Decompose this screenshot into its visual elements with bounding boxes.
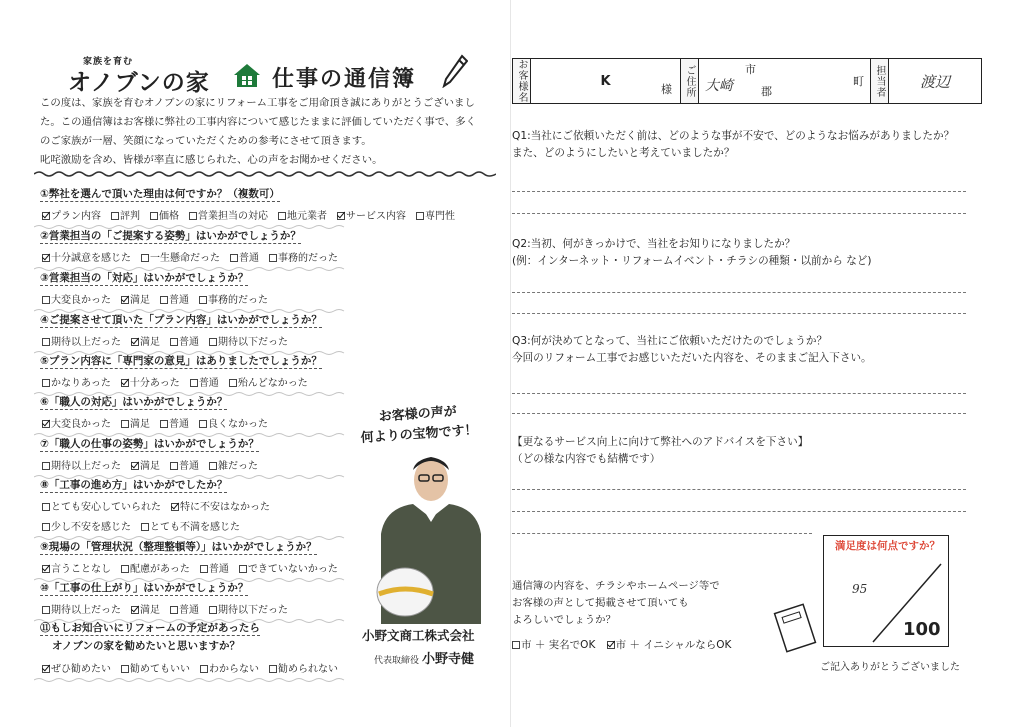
customer-name-label: お客様名 — [513, 59, 531, 103]
checkbox[interactable] — [229, 379, 237, 387]
option-label: 配慮があった — [130, 564, 190, 575]
question-6: ⑥「職人の対応」はいかがでしょうか？ — [40, 396, 228, 408]
page-title: 仕事の通信簿 — [272, 66, 417, 92]
checkbox[interactable] — [160, 296, 168, 304]
slogan: お客様の声が 何よりの宝物です！ — [360, 404, 479, 447]
option-item[interactable] — [42, 502, 161, 513]
option-label: 満足 — [140, 605, 160, 616]
option-label: 普通 — [179, 605, 199, 616]
customer-name-value: K — [600, 73, 611, 89]
option-item[interactable] — [229, 378, 308, 389]
option-row — [42, 249, 348, 264]
question-q3: Q3:何が決めてとなって、当社にご依頼いただけたのでしょうか？ 今回のリフォーム工事でお感じいただいた内容を、そのままご記入下さい。 — [512, 335, 872, 364]
option-item[interactable] — [269, 664, 338, 675]
option-item[interactable] — [42, 253, 131, 264]
checkbox[interactable] — [121, 565, 129, 573]
option-label: とても安心していられた — [51, 502, 161, 513]
option-item[interactable] — [170, 337, 199, 348]
checkbox[interactable] — [42, 606, 50, 614]
pen-icon — [442, 54, 468, 88]
option-label: サービス内容 — [346, 211, 406, 222]
checkbox[interactable] — [121, 665, 129, 673]
checkbox[interactable] — [170, 606, 178, 614]
option-label: 価格 — [159, 211, 179, 222]
answer-line — [512, 292, 966, 293]
option-item[interactable] — [131, 605, 160, 616]
checkbox[interactable] — [111, 212, 119, 220]
checkbox[interactable] — [239, 565, 247, 573]
answer-line — [512, 393, 966, 394]
checkbox[interactable] — [42, 254, 50, 262]
question-q2: Q2:当初、何がきっかけで、当社をお知りになりましたか？ (例：インターネット・リフォームイベント・チラシの種類・以前から など) — [512, 238, 872, 267]
option-label: 特に不安はなかった — [180, 502, 270, 513]
option-label: 勧めてもいい — [130, 664, 190, 675]
question-2: ②営業担当の「ご提案する姿勢」はいかがでしょうか？ — [40, 230, 301, 242]
option-label: 満足 — [130, 419, 150, 430]
option-item[interactable] — [209, 461, 258, 472]
option-item[interactable] — [141, 522, 240, 533]
option-item[interactable] — [42, 419, 111, 430]
checkbox[interactable] — [150, 212, 158, 220]
thanks-message: ご記入ありがとうございました — [820, 662, 960, 673]
checkbox[interactable] — [42, 420, 50, 428]
question-4: ④ご提案させて頂いた「プラン内容」はいかがでしょうか？ — [40, 314, 322, 326]
checkbox[interactable] — [170, 462, 178, 470]
checkbox[interactable] — [209, 606, 217, 614]
question-11: ⑪もしお知合いにリフォームの予定があったら オノブンの家を勧めたいと思いますか？ — [40, 622, 260, 652]
option-item[interactable] — [141, 253, 220, 264]
page-fold-line — [510, 0, 511, 727]
option-row — [42, 291, 278, 306]
checkbox[interactable] — [131, 606, 139, 614]
checkbox[interactable] — [189, 212, 197, 220]
answer-line — [512, 191, 966, 192]
option-label: 期待以上だった — [51, 605, 121, 616]
option-item[interactable] — [42, 378, 111, 389]
option-item[interactable] — [121, 378, 180, 389]
question-q1: Q1:当社にご依頼いただく前は、どのような事が不安で、どのようなお悩みがありましたか？ また、どのようにしたいと考えていましたか？ — [512, 130, 955, 159]
option-row — [42, 560, 348, 575]
advice-request: 【更なるサービス向上に向けて弊社へのアドバイスを下さい】 （どの様な内容でも結構です） — [512, 436, 809, 465]
checkbox[interactable] — [278, 212, 286, 220]
checkbox[interactable] — [141, 523, 149, 531]
option-label: 地元業者 — [287, 211, 327, 222]
question-8: ⑧「工事の進め方」はいかがでしたか？ — [40, 479, 228, 491]
checkbox[interactable] — [200, 665, 208, 673]
option-label: 普通 — [198, 378, 219, 389]
option-row — [42, 415, 278, 430]
option-row — [42, 518, 250, 533]
option-label: 評判 — [120, 211, 140, 222]
option-row — [42, 498, 280, 513]
county-suffix: 郡 — [761, 85, 772, 98]
option-label: かなりあった — [51, 378, 111, 389]
option-item[interactable] — [269, 253, 338, 264]
option-row — [42, 660, 348, 675]
checkbox[interactable] — [171, 503, 179, 511]
answer-line — [512, 511, 966, 512]
address-cell — [699, 59, 871, 103]
option-label: 期待以下だった — [218, 605, 288, 616]
option-label: 事務的だった — [208, 295, 268, 306]
question-1: ①弊社を選んで頂いた理由は何ですか？（複数可） — [40, 188, 280, 200]
checkbox[interactable] — [230, 254, 238, 262]
question-10: ⑩「工事の仕上がり」はいかがでしょうか？ — [40, 582, 249, 594]
option-label: ぜひ勧めたい — [51, 664, 111, 675]
option-label: 普通 — [239, 253, 259, 264]
option-label: 少し不安を感じた — [51, 522, 131, 533]
checkbox[interactable] — [269, 254, 277, 262]
option-label: わからない — [209, 664, 259, 675]
notebook-icon — [772, 602, 818, 654]
house-icon — [232, 61, 262, 89]
option-label: 殆んどなかった — [237, 378, 308, 389]
publish-options — [512, 637, 731, 652]
option-row — [42, 601, 298, 616]
option-label: 事務的だった — [278, 253, 338, 264]
answer-line — [512, 413, 966, 414]
checkbox[interactable] — [42, 379, 50, 387]
option-label: 十分あった — [129, 378, 180, 389]
option-item[interactable] — [160, 419, 189, 430]
checkbox[interactable] — [121, 420, 129, 428]
publish-option-realname[interactable]: 市 ＋ 実名でOK — [512, 639, 595, 651]
option-item[interactable] — [111, 211, 140, 222]
checkbox[interactable] — [121, 296, 129, 304]
publish-option-initial[interactable]: 市 ＋ イニシャルならOK — [607, 639, 732, 651]
checkbox[interactable] — [42, 665, 50, 673]
option-label: 普通 — [179, 337, 199, 348]
option-item[interactable] — [239, 564, 338, 575]
option-item[interactable] — [121, 295, 150, 306]
option-row — [42, 374, 318, 389]
option-item[interactable] — [209, 337, 288, 348]
option-label: できていないかった — [247, 564, 338, 575]
checkbox[interactable] — [416, 212, 424, 220]
checkbox[interactable] — [337, 212, 345, 220]
option-item[interactable] — [42, 461, 121, 472]
option-label: 普通 — [169, 295, 189, 306]
option-item[interactable] — [160, 295, 189, 306]
option-item[interactable] — [278, 211, 327, 222]
option-item[interactable] — [42, 211, 101, 222]
checkbox[interactable] — [131, 462, 139, 470]
checkbox[interactable] — [42, 462, 50, 470]
representative: 代表取締役 小野寺健 — [374, 652, 475, 667]
checkbox[interactable] — [131, 338, 139, 346]
checkbox[interactable] — [160, 420, 168, 428]
staff-value: 渡辺 — [919, 72, 950, 91]
option-label: 普通 — [179, 461, 199, 472]
checkbox[interactable] — [199, 296, 207, 304]
option-label: 満足 — [140, 461, 160, 472]
city-suffix: 市 — [745, 63, 756, 76]
checkbox[interactable] — [607, 641, 615, 649]
checkbox[interactable] — [209, 462, 217, 470]
option-item[interactable] — [131, 461, 160, 472]
option-item[interactable] — [416, 211, 455, 222]
option-label: 期待以上だった — [51, 461, 121, 472]
option-item[interactable] — [121, 664, 190, 675]
answer-line — [512, 489, 966, 490]
address-value: 大崎 — [705, 78, 733, 94]
option-label: とても不満を感じた — [150, 522, 240, 533]
option-item[interactable] — [121, 564, 190, 575]
wavy-divider — [34, 170, 496, 178]
option-item[interactable] — [230, 253, 259, 264]
option-item[interactable] — [131, 337, 160, 348]
brand-tagline: 家族を育む — [83, 57, 134, 67]
checkbox[interactable] — [141, 254, 149, 262]
answer-line — [512, 213, 966, 214]
customer-info-table — [512, 58, 982, 104]
checkbox[interactable] — [200, 565, 208, 573]
staff-label: 担当者 — [871, 59, 889, 103]
checkbox[interactable] — [269, 665, 277, 673]
checkbox[interactable] — [42, 523, 50, 531]
brand-logo-text: オノブンの家 — [68, 70, 210, 96]
option-item[interactable] — [200, 564, 229, 575]
checkbox[interactable] — [199, 420, 207, 428]
satisfaction-score: 95 — [852, 582, 868, 596]
option-item[interactable] — [190, 378, 219, 389]
option-item[interactable] — [42, 605, 121, 616]
answer-line — [512, 313, 966, 314]
option-label: 雑だった — [218, 461, 258, 472]
option-label: 良くなかった — [208, 419, 268, 430]
question-3: ③営業担当の「対応」はいかがでしょうか？ — [40, 272, 249, 284]
option-item[interactable] — [170, 461, 199, 472]
checkbox[interactable] — [512, 641, 520, 649]
option-item[interactable] — [337, 211, 406, 222]
option-item[interactable] — [209, 605, 288, 616]
option-label: 期待以上だった — [51, 337, 121, 348]
option-label: 大変良かった — [51, 419, 111, 430]
checkbox[interactable] — [42, 212, 50, 220]
wavy-divider — [34, 676, 496, 684]
option-label: 一生懸命だった — [150, 253, 220, 264]
option-label: 大変良かった — [51, 295, 111, 306]
option-label: 勧められない — [278, 664, 338, 675]
option-item[interactable] — [42, 564, 111, 575]
option-item[interactable] — [42, 522, 131, 533]
publish-permission: 通信簿の内容を、チラシやホームページ等で お客様の声として掲載させて頂いても よろしいでしょうか？ — [512, 580, 720, 626]
option-label: 十分誠意を感じた — [51, 253, 131, 264]
town-suffix: 町 — [853, 75, 864, 88]
option-row — [42, 457, 268, 472]
satisfaction-title: 満足度は何点ですか？ — [835, 540, 940, 552]
checkbox[interactable] — [121, 379, 129, 387]
option-label: 満足 — [140, 337, 160, 348]
option-row — [42, 207, 465, 222]
option-item[interactable] — [199, 419, 268, 430]
option-label: 普通 — [169, 419, 189, 430]
company-name: 小野文商工株式会社 — [362, 628, 475, 643]
checkbox[interactable] — [170, 338, 178, 346]
checkbox[interactable] — [42, 296, 50, 304]
checkbox[interactable] — [42, 338, 50, 346]
option-label: 営業担当の対応 — [198, 211, 268, 222]
satisfaction-max: 100 — [903, 619, 941, 640]
question-7: ⑦「職人の仕事の姿勢」はいかがでしょうか？ — [40, 438, 259, 450]
option-item[interactable] — [171, 502, 270, 513]
address-label: ご住所 — [681, 59, 699, 103]
staff-cell — [889, 59, 981, 103]
option-item[interactable] — [200, 664, 259, 675]
option-item[interactable] — [170, 605, 199, 616]
option-item[interactable] — [121, 419, 150, 430]
option-item[interactable] — [42, 295, 111, 306]
question-5: ⑤プラン内容に「専門家の意見」はありましたでしょうか？ — [40, 355, 322, 367]
option-item[interactable] — [189, 211, 268, 222]
option-item[interactable] — [150, 211, 179, 222]
president-portrait — [375, 448, 487, 624]
honorific: 様 — [661, 83, 672, 96]
option-item[interactable] — [42, 337, 121, 348]
option-row — [42, 333, 298, 348]
question-9: ⑨現場の「管理状況（整理整頓等）」はいかがでしょうか？ — [40, 541, 317, 553]
option-label: プラン内容 — [51, 211, 101, 222]
option-label: 期待以下だった — [218, 337, 288, 348]
customer-name-cell — [531, 59, 681, 103]
option-label: 普通 — [208, 564, 229, 575]
checkbox[interactable] — [42, 503, 50, 511]
checkbox[interactable] — [209, 338, 217, 346]
answer-line — [512, 533, 812, 534]
checkbox[interactable] — [190, 379, 198, 387]
option-label: 言うことなし — [51, 564, 111, 575]
option-label: 満足 — [130, 295, 150, 306]
checkbox[interactable] — [42, 565, 50, 573]
option-item[interactable] — [42, 664, 111, 675]
option-label: 専門性 — [425, 211, 455, 222]
option-item[interactable] — [199, 295, 268, 306]
intro-text: この度は、家族を育むオノブンの家にリフォーム工事をご用命頂き誠にありがとうございまし た。この通信簿はお客様に弊社の工事内容について感じたままに評価していただく事で、多く のご家族が一層、笑顔になっていただくための参考にさせて頂きます。 叱咤激励を含め、皆様が率直に感じられた、心の声をお聞かせください。 — [40, 97, 476, 166]
